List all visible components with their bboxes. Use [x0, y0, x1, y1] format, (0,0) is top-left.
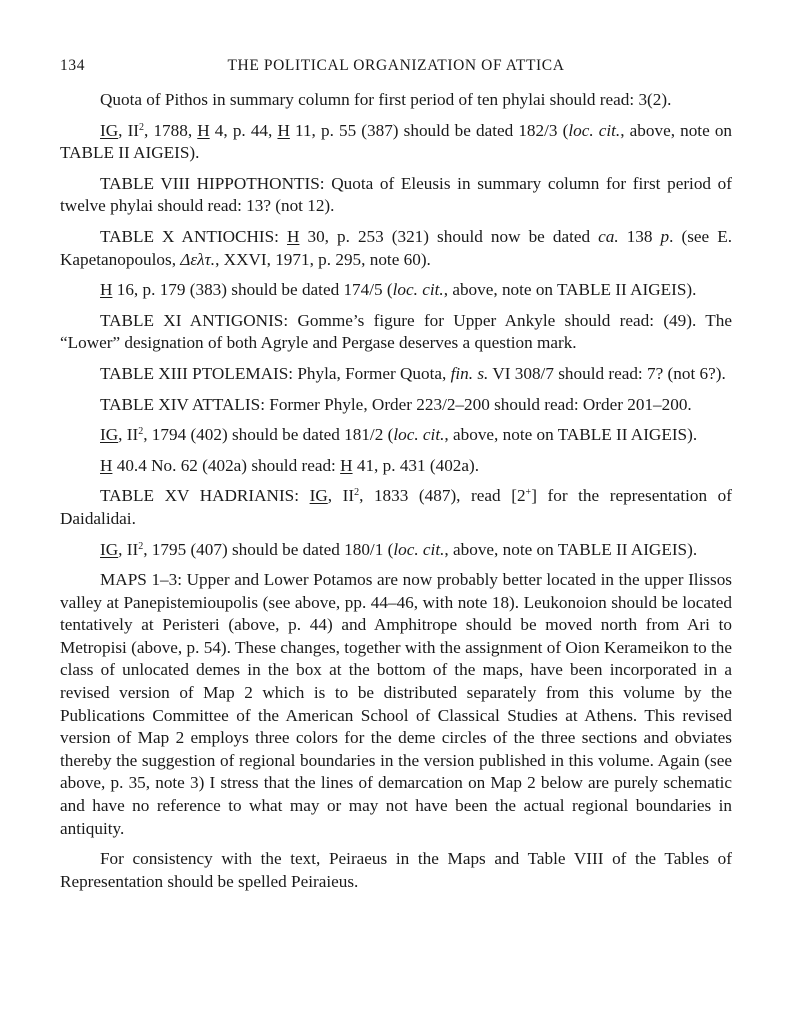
para-text: 138	[618, 226, 661, 246]
italic-text: fin. s.	[450, 363, 489, 383]
paragraph-h40	[60, 455, 732, 478]
para-text: Quota of Pithos in summary column for first period of ten phylai should read: 3(2).	[100, 90, 672, 109]
para-text: , II	[118, 539, 139, 559]
para-text: , XXVI, 1971, p. 295, note 60).	[215, 249, 431, 269]
superscript: 2	[138, 540, 144, 552]
para-text: , II	[327, 486, 355, 506]
italic-text: ca.	[598, 226, 619, 246]
paragraph-table-xiii	[60, 363, 732, 386]
para-text: TABLE XV HADRIANIS:	[100, 486, 310, 506]
para-text: ] for the representation of Daidalidai.	[60, 486, 732, 528]
superscript: 2	[138, 426, 144, 438]
citation: loc. cit.	[393, 539, 445, 559]
para-text: 30, p. 253 (321) should now be dated	[299, 226, 599, 246]
paragraph-ig-1788	[60, 120, 732, 165]
paragraph-pithos	[60, 89, 732, 112]
paragraph-table-viii	[60, 173, 732, 218]
para-text: TABLE VIII HIPPOTHONTIS: Quota of Eleusis in summary column for first period of twelve phylai should read: 13? (not 12).	[60, 173, 732, 216]
ig-reference: IG	[100, 539, 119, 559]
para-text: 40.4 No. 62 (402a) should read:	[112, 455, 341, 475]
para-text: MAPS 1–3: Upper and Lower Potamos are now probably better located in the upper Ilissos valley at Panepistemioupolis (see above, pp. 44–46, with note 18). Leukonoion should be located tentatively at Peristeri (above, p. 44) and Amphitrope should be moved north from Ari to Metropisi (above, p. 54). These changes, together with the assignment of Oion Kerameikon to the class of unlocated demes in the box at the bottom of the maps, have been incorporated in a revised version of Map 2 which is to be distributed separately from this volume by the Publications Committee of the American School of Classical Studies at Athens. This revised version of Map 2 employs three colors for the deme circles of the three sections and obviates thereby the suggestion of regional boundaries in the version published in this volume. Again (see above, p. 35, note 3) I stress that the lines of demarcation on Map 2 below are purely schematic and have no reference to what may or may not have been the actual regional boundaries in antiquity.	[60, 570, 732, 838]
para-text: , above, note on TABLE II AIGEIS).	[444, 539, 698, 559]
italic-text: p	[660, 226, 670, 246]
greek-title: Δελτ.	[180, 249, 216, 269]
para-text: , above, note on TABLE II AIGEIS).	[443, 280, 697, 300]
para-text: . (see E. Kapetanopoulos,	[60, 226, 732, 269]
ig-reference: IG	[100, 425, 119, 445]
running-title: THE POLITICAL ORGANIZATION OF ATTICA	[227, 57, 565, 74]
paragraph-table-xiv	[60, 394, 732, 417]
h-reference: H	[100, 455, 113, 475]
para-text: , 1794 (402) should be dated 181/2 (	[143, 425, 394, 445]
page-number: 134	[60, 57, 86, 74]
ig-reference: IG	[309, 486, 328, 506]
para-text: , above, note on TABLE II AIGEIS).	[60, 120, 733, 163]
book-page	[60, 55, 732, 901]
citation: loc. cit.	[393, 425, 445, 445]
paragraph-table-xi	[60, 310, 732, 355]
para-text: VI 308/7 should read: 7? (not 6?).	[488, 363, 726, 383]
para-text: 16, p. 179 (383) should be dated 174/5 (	[112, 280, 393, 300]
para-text: 41, p. 431 (402a).	[352, 455, 480, 475]
h-reference: H	[277, 120, 290, 140]
running-header	[60, 55, 732, 81]
paragraph-ig-1795	[60, 539, 732, 562]
para-text: For consistency with the text, Peiraeus in the Maps and Table VIII of the Tables of Representation should be spelled Peiraieus.	[60, 849, 732, 891]
para-text: , II	[118, 120, 140, 140]
paragraph-h16	[60, 279, 732, 302]
paragraph-ig-1794	[60, 424, 732, 447]
para-text: TABLE X ANTIOCHIS:	[100, 226, 287, 246]
superscript: +	[525, 487, 532, 499]
para-text: 4, p. 44,	[209, 120, 278, 140]
para-text: , 1833 (487), read [2	[359, 486, 526, 506]
h-reference: H	[340, 455, 353, 475]
ig-reference: IG	[100, 120, 119, 140]
superscript: 2	[354, 487, 360, 499]
para-text: , II	[118, 425, 139, 445]
para-text: TABLE XIV ATTALIS: Former Phyle, Order 223/2–200 should read: Order 201–200.	[100, 394, 692, 414]
paragraph-table-xv	[60, 485, 732, 530]
para-text: , 1788,	[144, 120, 198, 140]
citation: loc. cit.	[392, 280, 444, 300]
superscript: 2	[139, 121, 145, 133]
para-text: TABLE XI ANTIGONIS: Gomme’s figure for Upper Ankyle should read: (49). The “Lower” designation of both Agryle and Pergase deserves a question mark.	[60, 310, 732, 353]
paragraph-maps	[60, 569, 732, 840]
para-text: , above, note on TABLE II AIGEIS).	[444, 425, 698, 445]
para-text: 11, p. 55 (387) should be dated 182/3 (	[289, 120, 569, 140]
h-reference: H	[287, 226, 300, 246]
paragraph-consistency	[60, 848, 732, 893]
paragraph-table-x	[60, 226, 732, 271]
h-reference: H	[197, 120, 210, 140]
para-text: TABLE XIII PTOLEMAIS: Phyla, Former Quota,	[100, 363, 451, 383]
para-text: , 1795 (407) should be dated 180/1 (	[143, 539, 394, 559]
h-reference: H	[100, 280, 113, 300]
citation: loc. cit.	[568, 120, 621, 140]
